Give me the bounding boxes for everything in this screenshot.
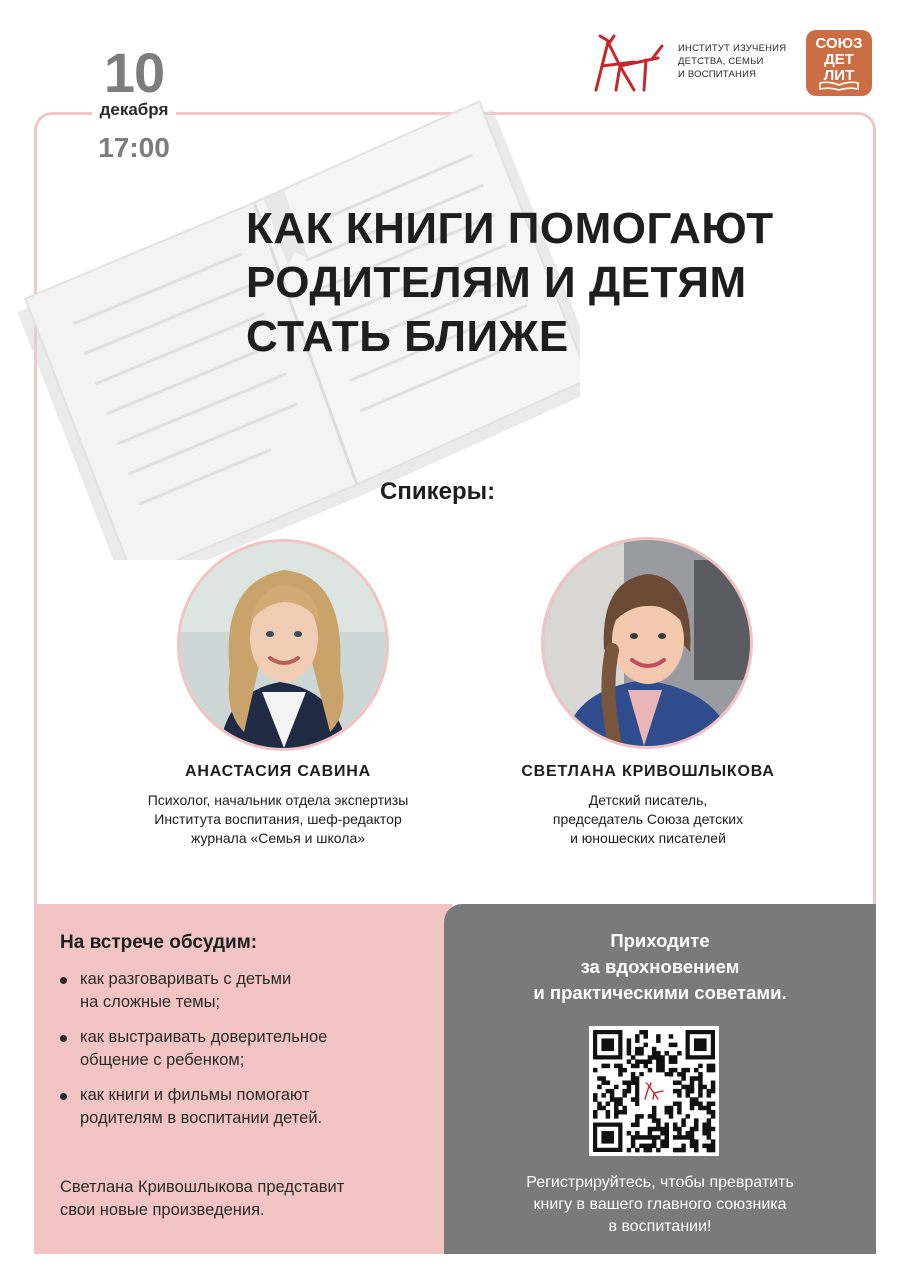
event-time: 17:00 (98, 132, 170, 163)
institute-name: ИНСТИТУТ ИЗУЧЕНИЯ ДЕТСТВА, СЕМЬИ И ВОСПИТАНИЯ (678, 43, 787, 80)
speaker-photo-savina (177, 539, 389, 751)
institute-logo (582, 28, 792, 100)
discussion-closing-note: Светлана Кривошлыкова представит свои новые произведения. (60, 1178, 345, 1219)
speaker-description-2: Детский писатель, председатель Союза детских и юношеских писателей (552, 792, 744, 846)
speaker-name-2: СВЕТЛАНА КРИВОШЛЫКОВА (521, 763, 775, 780)
speaker-description-1: Психолог, начальник отдела экспертизы Института воспитания, шеф-редактор журнала «Семья и школа» (147, 792, 409, 846)
discussion-title: На встрече обсудим: (60, 932, 258, 953)
speakers-heading: Спикеры: (380, 478, 496, 505)
institute-emblem-icon (586, 32, 666, 94)
speaker-name-1: АНАСТАСИЯ САВИНА (184, 763, 372, 780)
cta-heading: Приходите за вдохновением и практическими советами. (533, 930, 787, 1003)
event-date (92, 41, 176, 164)
event-title: КАК КНИГИ ПОМОГАЮТ РОДИТЕЛЯМ И ДЕТЯМ СТАТЬ БЛИЖЕ (246, 204, 774, 361)
event-month: декабря (99, 100, 169, 119)
list-item: как разговаривать с детьми на сложные темы; (58, 968, 428, 1014)
discussion-list (58, 968, 428, 1142)
book-icon (818, 81, 860, 91)
list-item: как книги и фильмы помогают родителям в воспитании детей. (58, 1084, 428, 1130)
registration-qr-code[interactable] (589, 1026, 719, 1156)
list-item: как выстраивать доверительное общение с ребенком; (58, 1026, 428, 1072)
registration-text: Регистрируйтесь, чтобы превратить книгу в вашего главного союзника в воспитании! (526, 1174, 794, 1235)
speaker-photo-krivoshlykova (541, 537, 753, 749)
event-day: 10 (103, 41, 165, 104)
soyuz-detlit-logo: СОЮЗ ДЕТ ЛИТ (806, 30, 872, 96)
